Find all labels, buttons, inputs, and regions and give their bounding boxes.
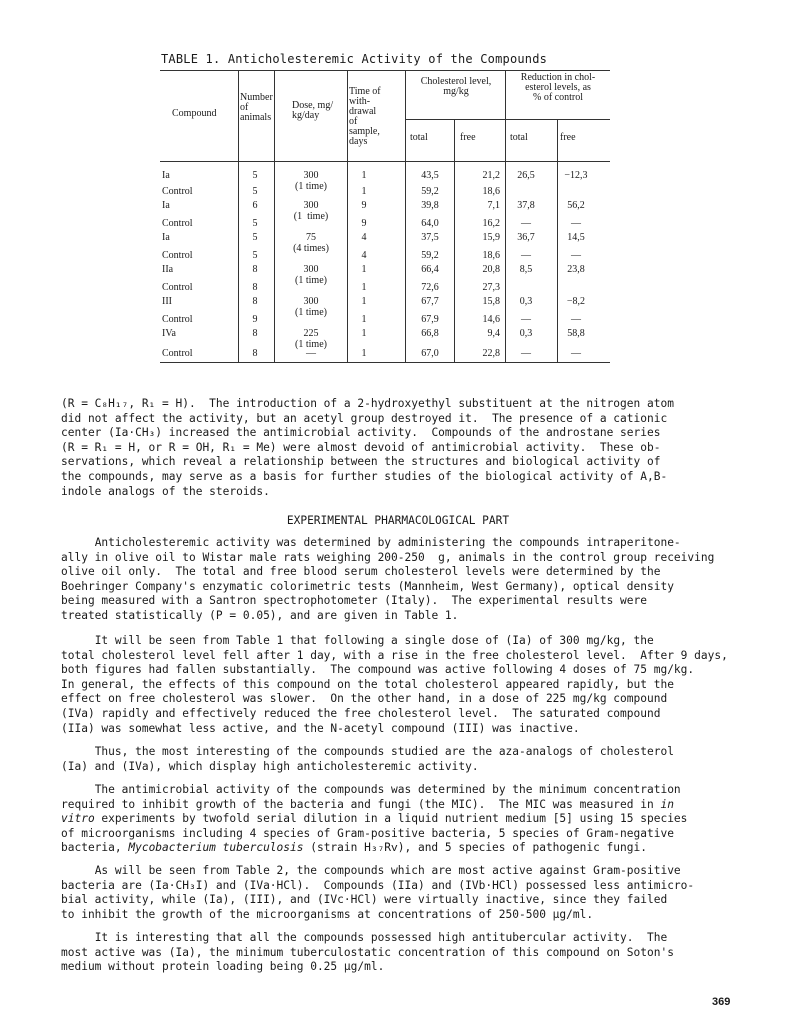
cell-animals: 8 xyxy=(252,348,258,359)
cell-total: 72,6 xyxy=(421,282,439,293)
header-subrule xyxy=(406,119,610,120)
table-header xyxy=(160,71,610,162)
cell-red-total: — xyxy=(521,218,531,229)
col-divider xyxy=(454,119,455,161)
cell-time: 1 xyxy=(361,264,367,275)
cell-free: 27,3 xyxy=(482,282,500,293)
paragraph-5-italic-in-vitro: in vitro xyxy=(61,797,674,826)
cell-free: 18,6 xyxy=(482,186,500,197)
cell-red-total: 0,3 xyxy=(519,328,533,339)
cell-animals: 8 xyxy=(252,296,258,307)
cell-compound: Control xyxy=(162,348,193,359)
cell-red-free: — xyxy=(571,348,581,359)
cell-red-free: 56,2 xyxy=(567,200,585,211)
col-divider xyxy=(238,71,239,161)
cell-dose: 300 (1 time) xyxy=(295,170,327,192)
cell-animals: 5 xyxy=(252,218,258,229)
header-cholesterol: Cholesterol level, mg/kg xyxy=(420,76,492,97)
cell-animals: 8 xyxy=(252,328,258,339)
section-heading: EXPERIMENTAL PHARMACOLOGICAL PART xyxy=(286,514,510,527)
cell-red-free: 14,5 xyxy=(567,232,585,243)
cell-dose: 300 (1 time) xyxy=(295,264,327,286)
cell-red-free: −12,3 xyxy=(564,170,588,181)
paragraph-5-part-c: (strain H₃₇Rᴠ), and 5 species of pathogenic fungi. xyxy=(303,841,647,855)
cell-animals: 5 xyxy=(252,250,258,261)
cell-total: 64,0 xyxy=(421,218,439,229)
cell-compound: Control xyxy=(162,282,193,293)
cell-red-free: 58,8 xyxy=(567,328,585,339)
cell-red-free: 23,8 xyxy=(567,264,585,275)
cell-red-free: −8,2 xyxy=(566,296,586,307)
cell-red-total: — xyxy=(521,314,531,325)
cell-compound: Ia xyxy=(162,170,170,181)
cell-free: 15,8 xyxy=(482,296,500,307)
paragraph-7: It is interesting that all the compounds possessed high antitubercular activity. The most active was (Ia), the minimum tuberculostatic concentration of this compound on Soton's medium without protein loading being 0.25 μg/ml. xyxy=(61,931,674,974)
paragraph-3: It will be seen from Table 1 that following a single dose of (Ia) of 300 mg/kg, the total cholesterol level fell after 1 day, with a rise in the free cholesterol level. After 9 days, both figures had fallen substantially. The compound was active following 4 doses of 75 mg/kg. In general, the effects of this compound on the total cholesterol appeared rapidly, but the effect on free cholesterol was slower. On the other hand, in a dose of 225 mg/kg compound (IVa) rapidly and effectively reduced the free cholesterol level. The saturated compound (IIa) was somewhat less active, and the N-acetyl compound (III) was inactive. xyxy=(61,634,728,735)
cell-compound: Ia xyxy=(162,200,170,211)
header-animals: Number of animals xyxy=(240,92,273,123)
header-time: Time of with- drawal of sample, days xyxy=(349,86,381,147)
cell-total: 39,8 xyxy=(421,200,439,211)
cell-time: 1 xyxy=(361,170,367,181)
cell-animals: 5 xyxy=(252,232,258,243)
page-number: 369 xyxy=(712,996,731,1008)
paragraph-4: Thus, the most interesting of the compounds studied are the aza-analogs of cholesterol (Ia) and (IVa), which display high anticholesteremic activity. xyxy=(61,745,674,773)
cell-free: 15,9 xyxy=(482,232,500,243)
header-reduction-total: total xyxy=(510,132,528,143)
col-divider xyxy=(347,71,348,161)
table-caption: TABLE 1. Anticholesteremic Activity of the Compounds xyxy=(161,52,548,66)
cell-total: 37,5 xyxy=(421,232,439,243)
cell-time: 1 xyxy=(361,314,367,325)
col-divider xyxy=(557,119,558,161)
col-divider xyxy=(405,71,406,161)
paragraph-1: (R = C₈H₁₇, R₁ = H). The introduction of a 2-hydroxyethyl substituent at the nitrogen atom did not affect the activity, but an acetyl group destroyed it. The presence of a cationic center (Ia·CH₃) increased the antimicrobial activity. Compounds of the androstane series (R = R₁ = H, or R = OH, R₁ = Me) were almost devoid of antimicrobial activity. These ob- servations, which reveal a relationship between the structures and biological activity of the compounds, may serve as a basis for further studies of the biological activity of A,B- indole analogs of the steroids. xyxy=(61,397,674,498)
header-total: total xyxy=(410,132,428,143)
cell-time: 1 xyxy=(361,348,367,359)
cell-compound: Control xyxy=(162,250,193,261)
cell-total: 67,7 xyxy=(421,296,439,307)
cell-animals: 5 xyxy=(252,170,258,181)
cell-free: 22,8 xyxy=(482,348,500,359)
col-divider xyxy=(505,71,506,161)
cell-compound: Control xyxy=(162,186,193,197)
cell-total: 43,5 xyxy=(421,170,439,181)
paragraph-5-italic-species: Mycobacterium tuberculosis xyxy=(128,841,304,855)
cell-free: 18,6 xyxy=(482,250,500,261)
cell-time: 9 xyxy=(361,200,367,211)
cell-red-total: — xyxy=(521,250,531,261)
cell-time: 1 xyxy=(361,296,367,307)
cell-red-free: — xyxy=(571,314,581,325)
anticholesteremic-table xyxy=(160,70,610,363)
cell-total: 67,0 xyxy=(421,348,439,359)
cell-compound: Ia xyxy=(162,232,170,243)
header-compound: Compound xyxy=(172,108,217,119)
cell-red-free: — xyxy=(571,218,581,229)
cell-animals: 9 xyxy=(252,314,258,325)
cell-time: 1 xyxy=(361,282,367,293)
header-free: free xyxy=(460,132,476,143)
cell-dose: 225 (1 time) xyxy=(295,328,327,350)
table-row xyxy=(160,348,610,370)
cell-time: 1 xyxy=(361,186,367,197)
cell-time: 4 xyxy=(361,232,367,243)
paragraph-6: As will be seen from Table 2, the compounds which are most active against Gram-positive bacteria are (Ia·CH₃I) and (IVa·HCl). Compounds (IIa) and (IVb·HCl) possessed less antimicro- bial activity, while (Ia), (III), and (IVc·HCl) were virtually inactive, since they failed to inhibit the growth of the microorganisms at concentrations of 250-500 μg/ml. xyxy=(61,864,695,921)
cell-dose: — xyxy=(306,348,316,359)
cell-compound: IVa xyxy=(162,328,176,339)
cell-total: 59,2 xyxy=(421,186,439,197)
cell-red-total: 0,3 xyxy=(519,296,533,307)
cell-animals: 8 xyxy=(252,264,258,275)
cell-red-total: 36,7 xyxy=(517,232,535,243)
cell-animals: 6 xyxy=(252,200,258,211)
cell-free: 9,4 xyxy=(487,328,500,339)
header-reduction: Reduction in chol- esterol levels, as % of control xyxy=(520,72,596,103)
cell-animals: 8 xyxy=(252,282,258,293)
cell-free: 20,8 xyxy=(482,264,500,275)
cell-animals: 5 xyxy=(252,186,258,197)
table-body xyxy=(160,162,610,362)
cell-free: 7,1 xyxy=(487,200,500,211)
cell-red-total: 8,5 xyxy=(519,264,533,275)
cell-time: 9 xyxy=(361,218,367,229)
cell-dose: 75 (4 times) xyxy=(293,232,329,254)
table-row xyxy=(160,328,610,350)
cell-red-free: — xyxy=(571,250,581,261)
cell-compound: Control xyxy=(162,314,193,325)
paragraph-5-part-b: experiments by twofold serial dilution in a liquid nutrient medium [5] using 15 species of microorganisms including 4 species of Gram-positive bacteria, 5 species of Gram-negative bacteria, xyxy=(61,812,688,855)
paragraph-5-part-a: The antimicrobial activity of the compounds was determined by the minimum concentration required to inhibit growth of the bacteria and fungi (the MIC). The MIC was measured in xyxy=(61,783,681,811)
cell-red-total: 26,5 xyxy=(517,170,535,181)
paragraph-2: Anticholesteremic activity was determined by administering the compounds intraperitone- ally in olive oil to Wistar male rats weighing 200-250 g, animals in the control group receiving olive oil only. The total and free blood serum cholesterol levels were determined by the Boehringer Company's enzymatic colorimetric tests (Mannheim, West Germany), optical density being measured with a Santron spectrophotometer (Italy). The experimental results were treated statistically (P = 0.05), and are given in Table 1. xyxy=(61,536,715,622)
cell-dose: 300 (1 time) xyxy=(295,296,327,318)
cell-compound: IIa xyxy=(162,264,174,275)
cell-compound: III xyxy=(162,296,172,307)
header-reduction-free: free xyxy=(560,132,576,143)
cell-time: 1 xyxy=(361,328,367,339)
col-divider xyxy=(274,71,275,161)
cell-red-total: — xyxy=(521,348,531,359)
cell-total: 66,4 xyxy=(421,264,439,275)
cell-total: 59,2 xyxy=(421,250,439,261)
header-dose: Dose, mg/ kg/day xyxy=(292,100,334,121)
cell-time: 4 xyxy=(361,250,367,261)
cell-free: 16,2 xyxy=(482,218,500,229)
cell-dose: 300 (1 time) xyxy=(293,200,329,222)
cell-compound: Control xyxy=(162,218,193,229)
cell-free: 14,6 xyxy=(482,314,500,325)
cell-total: 66,8 xyxy=(421,328,439,339)
cell-red-total: 37,8 xyxy=(517,200,535,211)
cell-free: 21,2 xyxy=(482,170,500,181)
paragraph-5 xyxy=(61,783,741,856)
cell-total: 67,9 xyxy=(421,314,439,325)
